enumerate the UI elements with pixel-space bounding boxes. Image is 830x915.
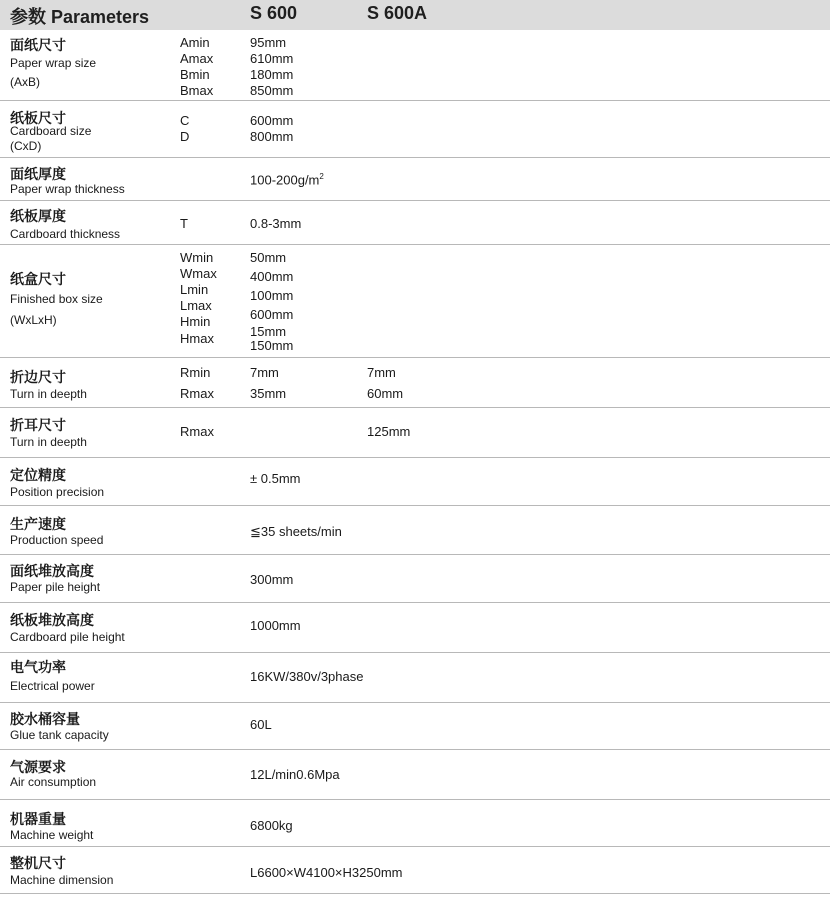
row-production-speed	[0, 506, 830, 555]
symbol: Wmax	[180, 266, 217, 281]
value: 35mm	[250, 386, 287, 401]
label-en: Cardboard pile height	[10, 630, 125, 644]
value: 600mm	[250, 307, 294, 322]
row-cardboard-pile-height	[0, 603, 830, 653]
symbol: Hmax	[180, 331, 214, 346]
value: 800mm	[250, 129, 294, 144]
symbol: C	[180, 113, 190, 128]
value: 1000mm	[250, 618, 301, 633]
symbol: Bmax	[180, 83, 214, 98]
label-en: Paper pile height	[10, 580, 101, 594]
label-cn: 纸板厚度	[10, 208, 66, 224]
label-en: Machine weight	[10, 828, 94, 842]
value: 150mm	[250, 338, 294, 353]
value: 600mm	[250, 113, 294, 128]
row-position-precision	[0, 458, 830, 506]
label-cn: 生产速度	[10, 516, 66, 532]
label-cn: 纸板尺寸	[10, 110, 66, 126]
value: 180mm	[250, 67, 294, 82]
row-turn-in-depth-ear	[0, 408, 830, 458]
model-s600a-heading: S 600A	[367, 3, 428, 23]
value: 7mm	[250, 365, 279, 380]
value	[250, 172, 324, 187]
value: 60L	[250, 717, 272, 732]
row-glue-tank-capacity	[0, 703, 830, 750]
label-cn: 整机尺寸	[10, 855, 66, 871]
row-finished-box-size	[0, 245, 830, 358]
label-en-sub: (CxD)	[10, 139, 42, 153]
table-header	[0, 0, 830, 30]
value: ± 0.5mm	[250, 471, 301, 486]
value: ≦35 sheets/min	[250, 524, 342, 539]
row-turn-in-depth-edge	[0, 358, 830, 408]
row-paper-pile-height	[0, 555, 830, 603]
value: 50mm	[250, 250, 287, 265]
row-paper-wrap-thickness	[0, 158, 830, 201]
label-cn: 面纸堆放高度	[10, 563, 94, 579]
label-cn: 折耳尺寸	[10, 417, 66, 433]
value: 16KW/380v/3phase	[250, 669, 364, 684]
value: 850mm	[250, 83, 294, 98]
row-machine-weight	[0, 800, 830, 847]
symbol: D	[180, 129, 190, 144]
symbol: Rmax	[180, 424, 214, 439]
label-en: Machine dimension	[10, 873, 114, 887]
value-s600a: 7mm	[367, 365, 396, 380]
label-en: Electrical power	[10, 679, 95, 693]
symbol: Hmin	[180, 314, 211, 329]
label-cn: 折边尺寸	[10, 369, 66, 385]
label-en: Cardboard size	[10, 124, 92, 138]
label-en: Turn in deepth	[10, 387, 87, 401]
symbol: Wmin	[180, 250, 214, 265]
label-en: Glue tank capacity	[10, 728, 109, 742]
label-en: Production speed	[10, 533, 104, 547]
value: 300mm	[250, 572, 294, 587]
value: 12L/min0.6Mpa	[250, 767, 340, 782]
value-s600a: 125mm	[367, 424, 411, 439]
row-cardboard-size	[0, 101, 830, 158]
parameters-heading: 参数 Parameters	[10, 7, 150, 27]
label-en: Position precision	[10, 485, 105, 499]
label-en: Air consumption	[10, 775, 97, 789]
row-air-consumption	[0, 750, 830, 800]
symbol: Bmin	[180, 67, 210, 82]
row-electrical-power	[0, 653, 830, 703]
label-en: Turn in deepth	[10, 435, 87, 449]
symbol: Rmin	[180, 365, 211, 380]
label-en: Paper wrap size	[10, 56, 97, 70]
value: 95mm	[250, 35, 287, 50]
value-s600a: 60mm	[367, 386, 404, 401]
row-paper-wrap-size	[0, 30, 830, 101]
label-en: Finished box size	[10, 292, 103, 306]
value: 100mm	[250, 288, 294, 303]
label-cn: 纸板堆放高度	[10, 612, 94, 628]
label-en-sub: (AxB)	[10, 75, 40, 89]
symbol: Amin	[180, 35, 210, 50]
row-cardboard-thickness	[0, 201, 830, 245]
label-cn: 气源要求	[10, 759, 66, 775]
label-cn: 电气功率	[10, 659, 66, 675]
label-cn: 机器重量	[10, 811, 66, 827]
label-cn: 纸盒尺寸	[10, 271, 66, 287]
symbol: Lmin	[180, 282, 209, 297]
value: 610mm	[250, 51, 294, 66]
label-cn: 胶水桶容量	[10, 711, 80, 727]
symbol: Rmax	[180, 386, 214, 401]
value: L6600×W4100×H3250mm	[250, 865, 403, 880]
value-superscript: 2	[319, 172, 324, 181]
label-cn: 定位精度	[10, 467, 66, 483]
value: 15mm	[250, 324, 287, 339]
symbol: Amax	[180, 51, 214, 66]
label-cn: 面纸厚度	[10, 166, 66, 182]
value: 400mm	[250, 269, 294, 284]
label-en: Paper wrap thickness	[10, 182, 125, 196]
symbol: Lmax	[180, 298, 212, 313]
label-en: Cardboard thickness	[10, 227, 121, 241]
label-en-sub: (WxLxH)	[10, 313, 57, 327]
value: 6800kg	[250, 818, 293, 833]
value-text: 100-200g/m	[250, 172, 320, 188]
value: 0.8-3mm	[250, 216, 302, 231]
label-cn: 面纸尺寸	[10, 37, 66, 53]
symbol: T	[180, 216, 188, 231]
model-s600-heading: S 600	[250, 3, 298, 23]
row-machine-dimension	[0, 847, 830, 894]
